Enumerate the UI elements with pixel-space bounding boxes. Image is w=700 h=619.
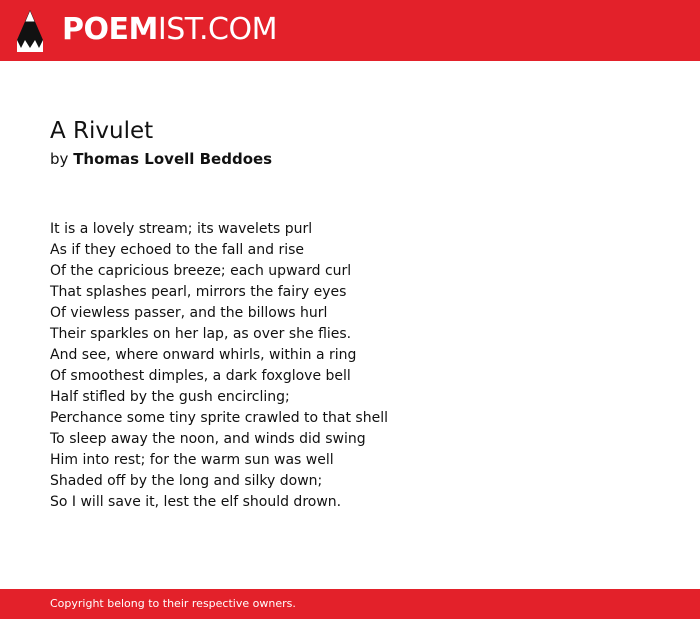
poem-line: Half stifled by the gush encircling; [50,389,290,405]
poem-author: Thomas Lovell Beddoes [73,150,273,168]
site-logo[interactable] [62,11,277,49]
pencil-tip-icon [17,10,43,52]
poem-line: It is a lovely stream; its wavelets purl [50,221,313,237]
poem-line: And see, where onward whirls, within a ring [50,347,357,363]
poem-line: Of viewless passer, and the billows hurl [50,305,328,321]
by-label: by [50,150,69,168]
poem-line: So I will save it, lest the elf should drown. [50,494,342,510]
poem-line: Him into rest; for the warm sun was well [50,452,334,468]
poem-line: Their sparkles on her lap, as over she flies. [50,326,352,342]
site-header [0,0,700,61]
logo-bold-text: POEM [62,12,158,47]
poem-title: A Rivulet [50,118,154,144]
poem-line: Shaded off by the long and silky down; [50,473,323,489]
copyright-text: Copyright belong to their respective owners. [50,597,296,610]
poem-line: That splashes pearl, mirrors the fairy eyes [50,284,347,300]
poem-byline [50,148,272,170]
poem-line: Perchance some tiny sprite crawled to that shell [50,410,388,426]
site-footer [0,589,700,619]
poem-line: To sleep away the noon, and winds did swing [50,431,366,447]
poem-line: Of smoothest dimples, a dark foxglove bell [50,368,351,384]
poem-line: Of the capricious breeze; each upward curl [50,263,352,279]
logo-light-text: IST.COM [157,12,277,47]
poem-body [50,219,388,513]
poem-line: As if they echoed to the fall and rise [50,242,305,258]
